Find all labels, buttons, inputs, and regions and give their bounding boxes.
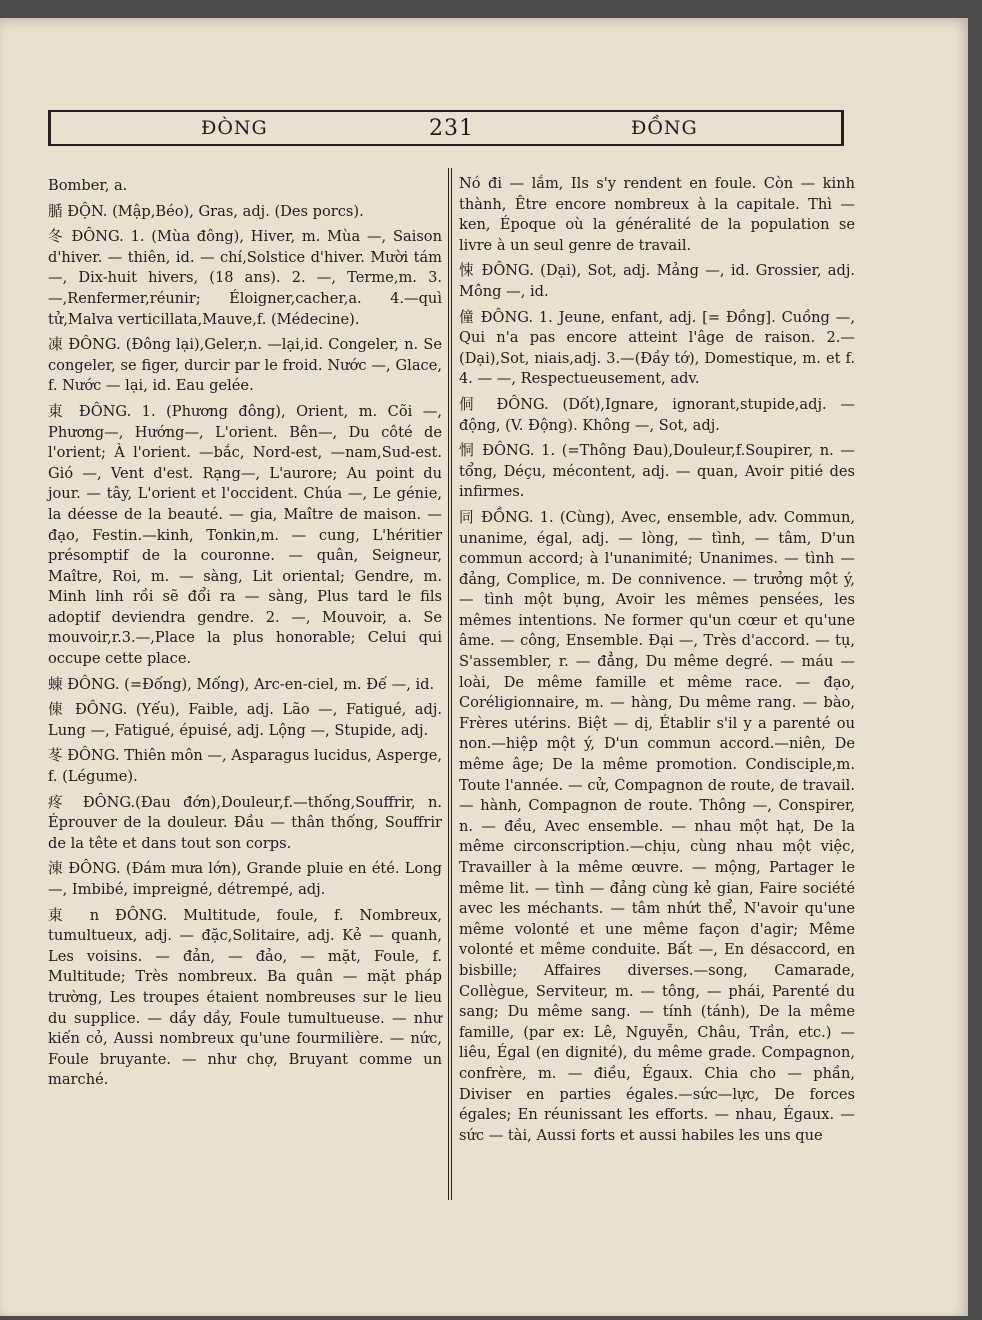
entry-dong-crowd: 東 n ĐÔNG. Multitude, foule, f. Nombreux, tumultueux, adj. — đặc,Solitaire, adj. Kẻ — quanh, Les voisins. — đản, — đảo, — mặt, Foule, f. Multitude; Très nombreux. Ba quân — mặt pháp trường, Les troupes étaient nombreuses sur le lieu du supplice. — dầy dầy, Foule tumultueuse. — như kiến cỏ, Aussi nombreux qu'une fourmilière. — nức, Foule bruyante. — như chợ, Bruyant comme un marché. (48, 906, 442, 1089)
entry-dong-ignorant: 侗 ĐÔNG. (Dốt),Ignare, ignorant,stupide,adj. — động, (V. Động). Không —, Sot, adj. (459, 395, 855, 434)
entry-continuation: Nó đi — lắm, Ils s'y rendent en foule. Còn — kinh thành, Être encore nombreux à la capitale. Thì — ken, Époque où la généralité de la population se livre à un seul genre de travail. (459, 175, 855, 254)
page-number: 231 (429, 115, 474, 141)
entry-dong-asparagus: 苳 ĐÔNG. Thiên môn —, Asparagus lucidus, Asperge, f. (Légume). (48, 747, 442, 786)
entry-dong-rainbow: 蝀 ĐÔNG. (=Đống), Mống), Arc-en-ciel, m. Đế —, id. (48, 675, 435, 693)
entry-dong-east: 東 ĐÔNG. 1. (Phương đông), Orient, m. Cõi —, Phương—, Hướng—, L'orient. Bên—, Du côté de l'orient; À l'orient. —bắc, Nord-est, —nam,Sud-est. Gió —, Vent d'est. Rạng—, L'aurore; Au point du jour. — tây, L'orient et l'occident. Chúa —, Le génie, la déesse de la beauté. — gia, Maître de maison. —đạo, Festin.—kinh, Tonkin,m. — cung, L'héritier présomptif de la couronne. — quân, Seigneur, Maître, Roi, m. — sàng, Lit oriental; Gendre, m. Minh linh rồi sẽ đổi ra — sàng, Plus tard le fils adoptif deviendra gendre. 2. —, Mouvoir, a. Se mouvoir,r.3.—,Place la plus honorable; Celui qui occupe cette place. (48, 402, 442, 668)
entry-dong-rain: 涷 ĐÔNG. (Đám mưa lớn), Grande pluie en été. Long —, Imbibé, impreigné, détrempé, adj. (48, 860, 442, 898)
entry-dong-winter: 冬 ĐÔNG. 1. (Mùa đông), Hiver, m. Mùa —, Saison d'hiver. — thiên, id. — chí,Solstice d'hiver. Mười tám —, Dix-huit hivers, (18 ans). 2. —, Terme,m. 3. —,Renfermer,réunir; Éloigner,cacher,a. 4.—quì tử,Malva verticillata,Mauve,f. (Médecine). (48, 228, 442, 328)
page-header (48, 110, 844, 146)
entry-dong-sorrow: 恫 ĐÔNG. 1. (=Thông Đau),Douleur,f.Soupirer, n. — tổng, Déçu, mécontent, adj. — quan, Avoir pitié des infirmes. (459, 442, 855, 501)
entry-continuation: Bomber, a. (48, 177, 128, 194)
column-divider (448, 168, 452, 1200)
dictionary-page (0, 18, 968, 1316)
entry-dong-freeze: 凍 ĐÔNG. (Đông lại),Geler,n. —lại,id. Congeler, n. Se congeler, se figer, durcir par le froid. Nước —, Glace, f. Nước — lại, id. Eau gelée. (48, 336, 442, 395)
entry-dong-young: 僮 ĐÔNG. 1. Jeune, enfant, adj. [= Đồng]. Cuồng —, Qui n'a pas encore atteint l'âge de raison. 2.—(Dại),Sot, niais,adj. 3.—(Đầy tớ), Domestique, m. et f. 4. — —, Respectueusement, adv. (459, 308, 855, 388)
left-column (48, 176, 442, 1091)
entry-don: 腯 ĐỘN. (Mập,Béo), Gras, adj. (Des porcs). (48, 202, 364, 220)
entry-dong-weak: 倲 ĐÔNG. (Yếu), Faible, adj. Lão —, Fatigué, adj. Lung —, Fatigué, épuisé, adj. Lộng —, Stupide, adj. (48, 701, 442, 739)
entry-dong-pain: 疼 ĐÔNG.(Đau đớn),Douleur,f.—thống,Souffrir, n. Éprouver de la douleur. Đầu — thân thống, Souffrir de la tête et dans tout son corps. (48, 793, 442, 852)
header-left-word: ĐÒNG (201, 117, 268, 139)
entry-dong-foolish: 悚 ĐÔNG. (Dại), Sot, adj. Mảng —, id. Grossier, adj. Mông —, id. (459, 262, 855, 300)
right-column (459, 174, 855, 1146)
header-right-word: ĐỒNG (631, 117, 698, 139)
entry-dong-together: 同 ĐỒNG. 1. (Cùng), Avec, ensemble, adv. Commun, unanime, égal, adj. — lòng, — tình, — tâm, D'un commun accord; à l'unanimité; Unanimes. — tình — đảng, Complice, m. De connivence. — trưởng một ý, — tình một bụng, Avoir les mêmes pensées, les mêmes intentions. Ne former qu'un cœur et qu'une âme. — công, Ensemble. Đại —, Très d'accord. — tụ, S'assembler, r. — đẳng, Du même degré. — máu — loài, De même famille et même race. — đạo, Coréligionnaire, m. — hàng, Du même rang. — bào, Frères utérins. Biệt — dị, Établir s'il y a parenté ou non.—hiệp một ý, D'un commun accord.—niên, De même âge; De la même promotion. Condisciple,m. Toute l'année. — cử, Compagnon de route, de travail. — hành, Compagnon de route. Thông —, Conspirer, n. — đều, Avec ensemble. — nhau một hạt, De la même circonscription.—chịu, cùng nhau một việc, Travailler à la même œuvre. — mộng, Partager le même lit. — tình — đảng cùng kẻ gian, Faire société avec les méchants. — tâm nhứt thể, N'avoir qu'une même volonté et une même façon d'agir; Même volonté et même conduite. Bất —, En désaccord, en bisbille; Affaires diverses.—song, Camarade, Collègue, Serviteur, m. — tông, — phái, Parenté du sang; Du même sang. — tính (tánh), De la même famille, (par ex: Lê, Nguyễn, Châu, Trần, etc.) — liêu, Égal (en dignité), du même grade. Compagnon, confrère, m. — điều, Égaux. Chia cho — phần, Diviser en parties égales.—sức—lực, De forces égales; En réunissant les efforts. — nhau, Égaux. — sức — tài, Aussi forts et aussi habiles les uns que (459, 508, 855, 1144)
